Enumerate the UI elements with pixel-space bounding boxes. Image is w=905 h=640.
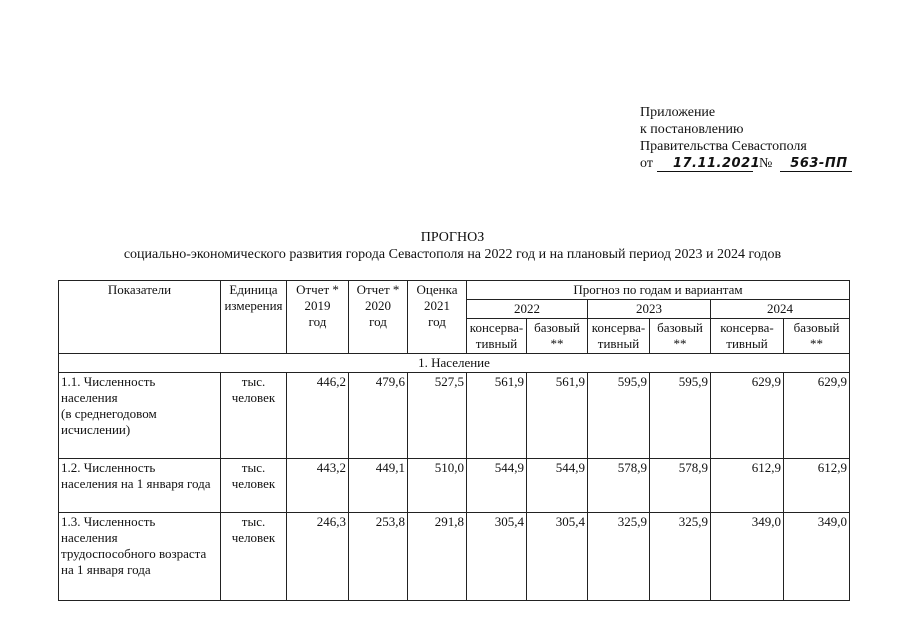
- header-base-2022: базовый **: [527, 319, 588, 354]
- section-row: [59, 354, 850, 373]
- document-subtitle: социально-экономического развития города Севастополя на 2022 год и на плановый период 2023 и 2024 годов: [123, 247, 782, 262]
- header-row-1: [59, 281, 850, 300]
- value-cell: 305,4: [467, 513, 527, 601]
- handwritten-number: 563-ПП: [780, 157, 852, 172]
- table-row: [59, 373, 850, 459]
- value-cell: 595,9: [588, 373, 650, 459]
- row-unit: [221, 373, 287, 459]
- value-cell: 291,8: [408, 513, 467, 601]
- row-label: [59, 513, 221, 601]
- value-cell: 561,9: [467, 373, 527, 459]
- value-cell: 629,9: [784, 373, 850, 459]
- value-cell: 449,1: [349, 459, 408, 513]
- value-cell: 595,9: [650, 373, 711, 459]
- value-cell: 510,0: [408, 459, 467, 513]
- row-unit-line: тыс.: [241, 460, 266, 475]
- row-unit: [221, 513, 287, 601]
- row-unit-line: человек: [231, 476, 276, 491]
- value-cell: 612,9: [711, 459, 784, 513]
- value-cell: 246,3: [287, 513, 349, 601]
- row-label-line: населения на 1 января года: [61, 476, 211, 491]
- value-cell: 479,6: [349, 373, 408, 459]
- row-label: [59, 459, 221, 513]
- from-label: от: [640, 156, 653, 171]
- row-label-line: 1.1. Численность: [61, 374, 156, 389]
- row-label-line: исчислении): [61, 422, 131, 437]
- row-label: [59, 373, 221, 459]
- header-year-2023: 2023: [588, 300, 711, 319]
- forecast-table: [58, 280, 850, 601]
- header-forecast: Прогноз по годам и вариантам: [467, 281, 850, 300]
- header-report-2020: Отчет * 2020 год: [349, 281, 408, 354]
- header-year-2022: 2022: [467, 300, 588, 319]
- value-cell: 325,9: [588, 513, 650, 601]
- appendix-line-1: Приложение: [640, 105, 716, 120]
- row-label-line: населения: [61, 390, 118, 405]
- row-unit-line: человек: [231, 390, 276, 405]
- section-title: 1. Население: [59, 354, 850, 373]
- header-indicators: Показатели: [59, 281, 221, 354]
- header-base-2024: базовый **: [784, 319, 850, 354]
- row-unit-line: человек: [231, 530, 276, 545]
- value-cell: 612,9: [784, 459, 850, 513]
- row-label-line: (в среднегодовом: [61, 406, 157, 421]
- appendix-block: [640, 104, 852, 172]
- row-label-line: 1.2. Численность: [61, 460, 156, 475]
- row-label-line: 1.3. Численность: [61, 514, 156, 529]
- value-cell: 544,9: [527, 459, 588, 513]
- row-label-line: населения: [61, 530, 118, 545]
- row-unit: [221, 459, 287, 513]
- row-label-line: на 1 января года: [61, 562, 151, 577]
- row-label-line: трудоспособного возраста: [61, 546, 207, 561]
- value-cell: 443,2: [287, 459, 349, 513]
- value-cell: 325,9: [650, 513, 711, 601]
- row-unit-line: тыс.: [241, 374, 266, 389]
- value-cell: 349,0: [784, 513, 850, 601]
- header-unit: Единица измерения: [221, 281, 287, 354]
- header-conservative-2023: консерва- тивный: [588, 319, 650, 354]
- value-cell: 305,4: [527, 513, 588, 601]
- table-row: [59, 513, 850, 601]
- document-title: ПРОГНОЗ: [420, 230, 485, 245]
- value-cell: 446,2: [287, 373, 349, 459]
- value-cell: 561,9: [527, 373, 588, 459]
- row-unit-line: тыс.: [241, 514, 266, 529]
- number-label: №: [758, 156, 773, 171]
- header-estimate-2021: Оценка 2021 год: [408, 281, 467, 354]
- value-cell: 349,0: [711, 513, 784, 601]
- value-cell: 544,9: [467, 459, 527, 513]
- value-cell: 527,5: [408, 373, 467, 459]
- header-report-2019: Отчет * 2019 год: [287, 281, 349, 354]
- appendix-signature-line: [640, 155, 852, 172]
- header-year-2024: 2024: [711, 300, 850, 319]
- header-base-2023: базовый **: [650, 319, 711, 354]
- header-conservative-2022: консерва- тивный: [467, 319, 527, 354]
- appendix-line-3: Правительства Севастополя: [640, 139, 807, 154]
- appendix-line-2: к постановлению: [640, 122, 744, 137]
- table-body: [59, 281, 850, 601]
- table-row: [59, 459, 850, 513]
- value-cell: 578,9: [588, 459, 650, 513]
- value-cell: 253,8: [349, 513, 408, 601]
- value-cell: 578,9: [650, 459, 711, 513]
- value-cell: 629,9: [711, 373, 784, 459]
- handwritten-date: 17.11.2021: [657, 157, 753, 172]
- header-conservative-2024: консерва- тивный: [711, 319, 784, 354]
